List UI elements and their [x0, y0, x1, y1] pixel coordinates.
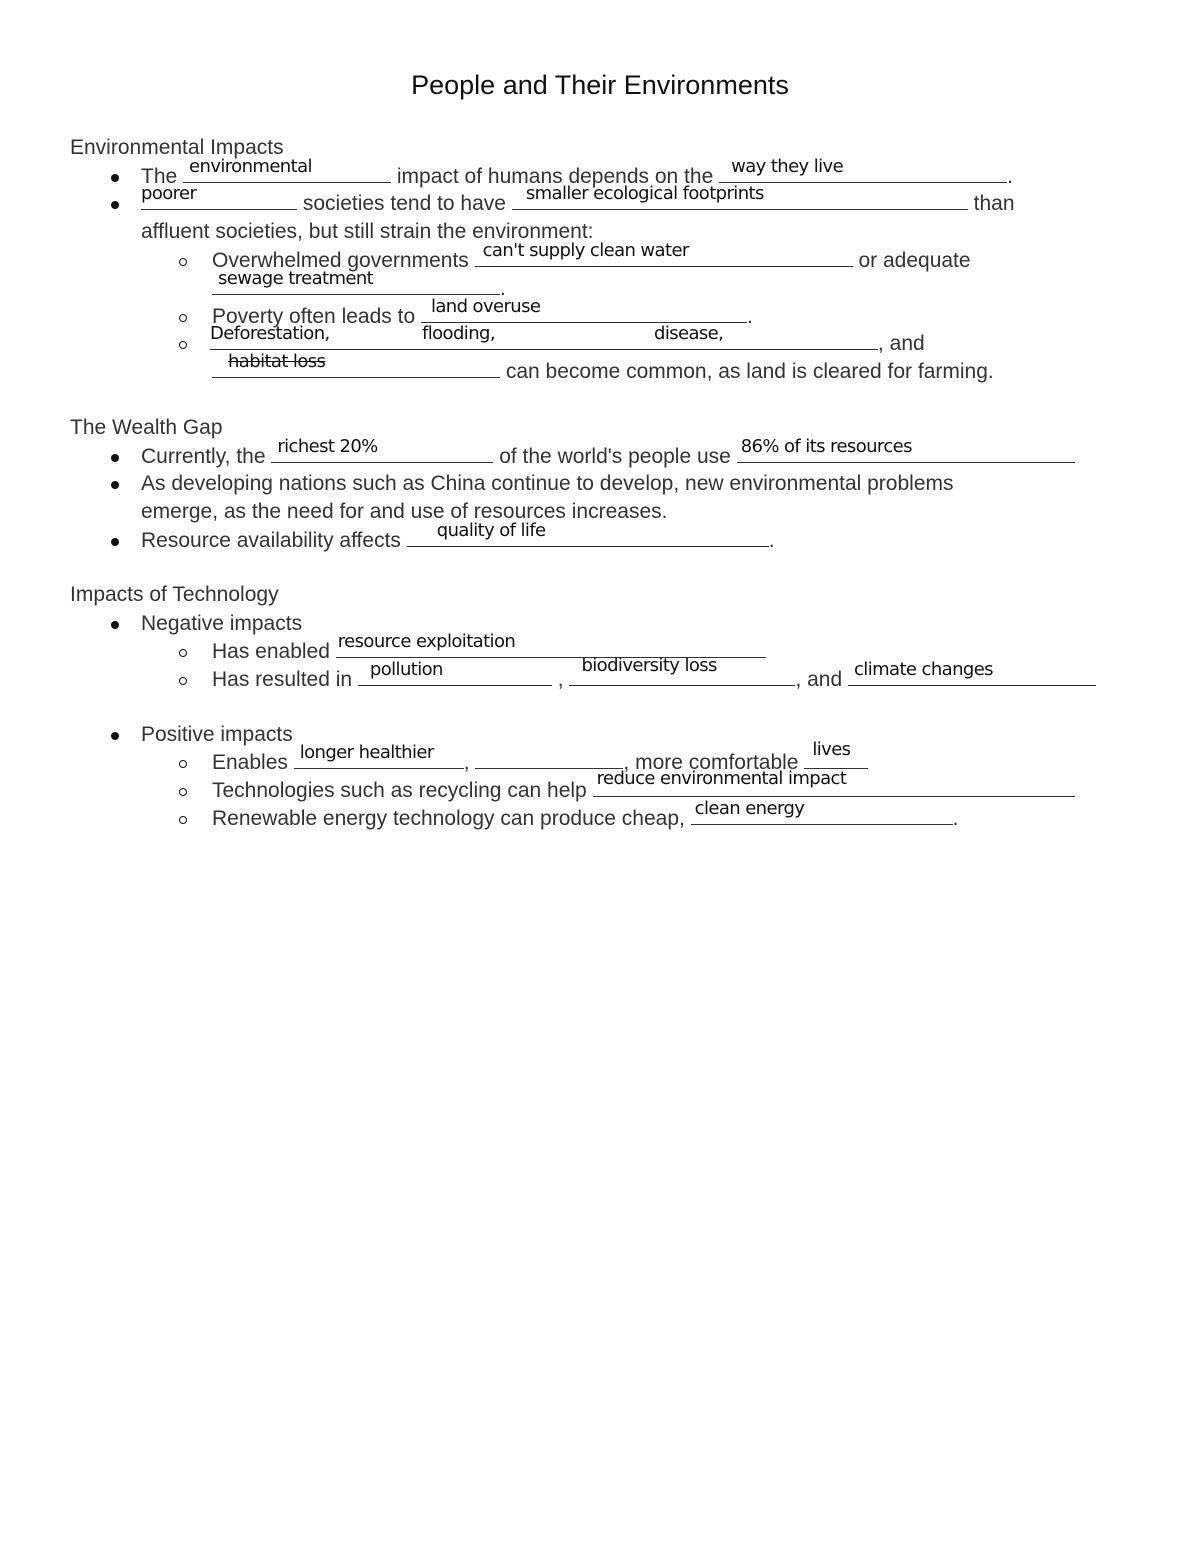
line-text: Technologies such as recycling can help — [212, 779, 587, 802]
handwritten-answer: Deforestation, — [210, 323, 330, 344]
line-text: , and — [878, 332, 925, 355]
answer-blank[interactable] — [593, 768, 1075, 797]
answer-blank[interactable] — [141, 183, 297, 210]
line-text: Enables — [212, 751, 288, 774]
handwritten-answer: clean energy — [694, 798, 805, 819]
sub-bullet-circle — [179, 341, 187, 349]
bullet-dot — [111, 454, 119, 462]
line-text: Renewable energy technology can produce cheap, — [212, 807, 685, 830]
line-text: Currently, the — [141, 445, 266, 468]
handwritten-answer: biodiversity loss — [581, 655, 717, 676]
worksheet-line-w1 — [141, 436, 1075, 471]
bullet-dot — [111, 481, 119, 489]
handwritten-answer: can't supply clean water — [482, 240, 689, 261]
line-text: . — [500, 277, 506, 300]
line-text: Has enabled — [212, 640, 330, 663]
sub-bullet-circle — [179, 649, 187, 657]
bullet-dot — [111, 538, 119, 546]
worksheet-line-8 — [212, 351, 994, 386]
bullet-dot — [111, 732, 119, 740]
answer-blank[interactable] — [271, 436, 493, 463]
line-text: . — [746, 305, 753, 328]
handwritten-answer: 86% of its resources — [740, 436, 912, 457]
handwritten-answer: climate changes — [854, 659, 993, 680]
handwritten-answer: disease, — [654, 323, 724, 344]
page-title: People and Their Environments — [411, 70, 789, 100]
line-text: or adequate — [858, 249, 971, 272]
line-text: , more comfortable — [623, 751, 799, 774]
line-text: , and — [795, 668, 843, 691]
line-text: The — [141, 165, 178, 188]
line-text: , — [557, 668, 564, 691]
handwritten-answer: flooding, — [422, 323, 495, 344]
answer-blank[interactable] — [422, 323, 654, 350]
handwritten-answer: richest 20% — [277, 436, 378, 457]
worksheet-line-t1: Negative impacts — [141, 612, 303, 635]
answer-blank[interactable] — [691, 798, 953, 825]
worksheet-line-w4 — [141, 520, 775, 555]
answer-blank[interactable] — [212, 351, 500, 378]
line-text: Overwhelmed governments — [212, 249, 469, 272]
line-text: of the world's people use — [499, 445, 731, 468]
handwritten-answer: quality of life — [436, 520, 546, 541]
worksheet-line-t6 — [212, 768, 1075, 805]
handwritten-answer: habitat loss — [228, 351, 326, 372]
line-text: Has resulted in — [212, 668, 353, 691]
line-text: . — [952, 807, 959, 830]
worksheet-line-w3: emerge, as the need for and use of resources increases. — [141, 500, 668, 523]
line-text: than — [973, 192, 1015, 215]
sub-bullet-circle — [179, 760, 187, 768]
worksheet-line-t3 — [212, 655, 1096, 694]
worksheet-line-2 — [141, 183, 1015, 218]
bullet-dot — [111, 174, 119, 182]
worksheet-line-t7 — [212, 798, 959, 833]
handwritten-answer: sewage treatment — [218, 268, 374, 289]
answer-blank[interactable] — [475, 240, 853, 267]
section-heading-environmental-impacts: Environmental Impacts — [70, 136, 284, 159]
answer-blank[interactable] — [737, 436, 1075, 463]
handwritten-answer: lives — [812, 739, 851, 760]
answer-blank[interactable] — [654, 323, 878, 350]
line-text: Resource availability affects — [141, 529, 401, 552]
sub-bullet-circle — [179, 314, 187, 322]
handwritten-answer: longer healthier — [299, 742, 434, 763]
handwritten-answer: pollution — [369, 659, 443, 680]
sub-bullet-circle — [179, 816, 187, 824]
handwritten-answer: land overuse — [430, 296, 541, 317]
section-heading-impacts-of-technology: Impacts of Technology — [70, 583, 279, 606]
answer-blank[interactable] — [569, 655, 795, 686]
handwritten-answer: poorer — [141, 183, 197, 204]
line-text: , — [463, 751, 470, 774]
worksheet-line-3: affluent societies, but still strain the environment: — [141, 220, 594, 243]
section-heading-wealth-gap: The Wealth Gap — [70, 416, 223, 439]
answer-blank[interactable] — [848, 659, 1096, 686]
line-text: Poverty often leads to — [212, 305, 416, 328]
answer-blank[interactable] — [294, 742, 464, 769]
handwritten-answer: way they live — [731, 156, 844, 177]
line-text: societies tend to have — [302, 192, 506, 215]
bullet-dot — [111, 621, 119, 629]
answer-blank[interactable] — [183, 156, 391, 183]
sub-bullet-circle — [179, 258, 187, 266]
answer-blank[interactable] — [407, 520, 769, 547]
sub-bullet-circle — [179, 677, 187, 685]
worksheet-line-t4: Positive impacts — [141, 723, 293, 746]
handwritten-answer: reduce environmental impact — [596, 768, 847, 789]
line-text: . — [768, 529, 775, 552]
sub-bullet-circle — [179, 788, 187, 796]
bullet-dot — [111, 201, 119, 209]
line-text: can become common, as land is cleared for farming. — [505, 360, 994, 383]
line-text: . — [1007, 165, 1013, 188]
worksheet-line-w2: As developing nations such as China continue to develop, new environmental problems — [141, 472, 954, 495]
handwritten-answer: environmental — [189, 156, 312, 177]
handwritten-answer: smaller ecological footprints — [525, 183, 764, 204]
line-text: impact of humans depends on the — [396, 165, 714, 188]
answer-blank[interactable] — [358, 659, 552, 686]
handwritten-answer: resource exploitation — [337, 631, 516, 652]
answer-blank[interactable] — [512, 183, 968, 210]
